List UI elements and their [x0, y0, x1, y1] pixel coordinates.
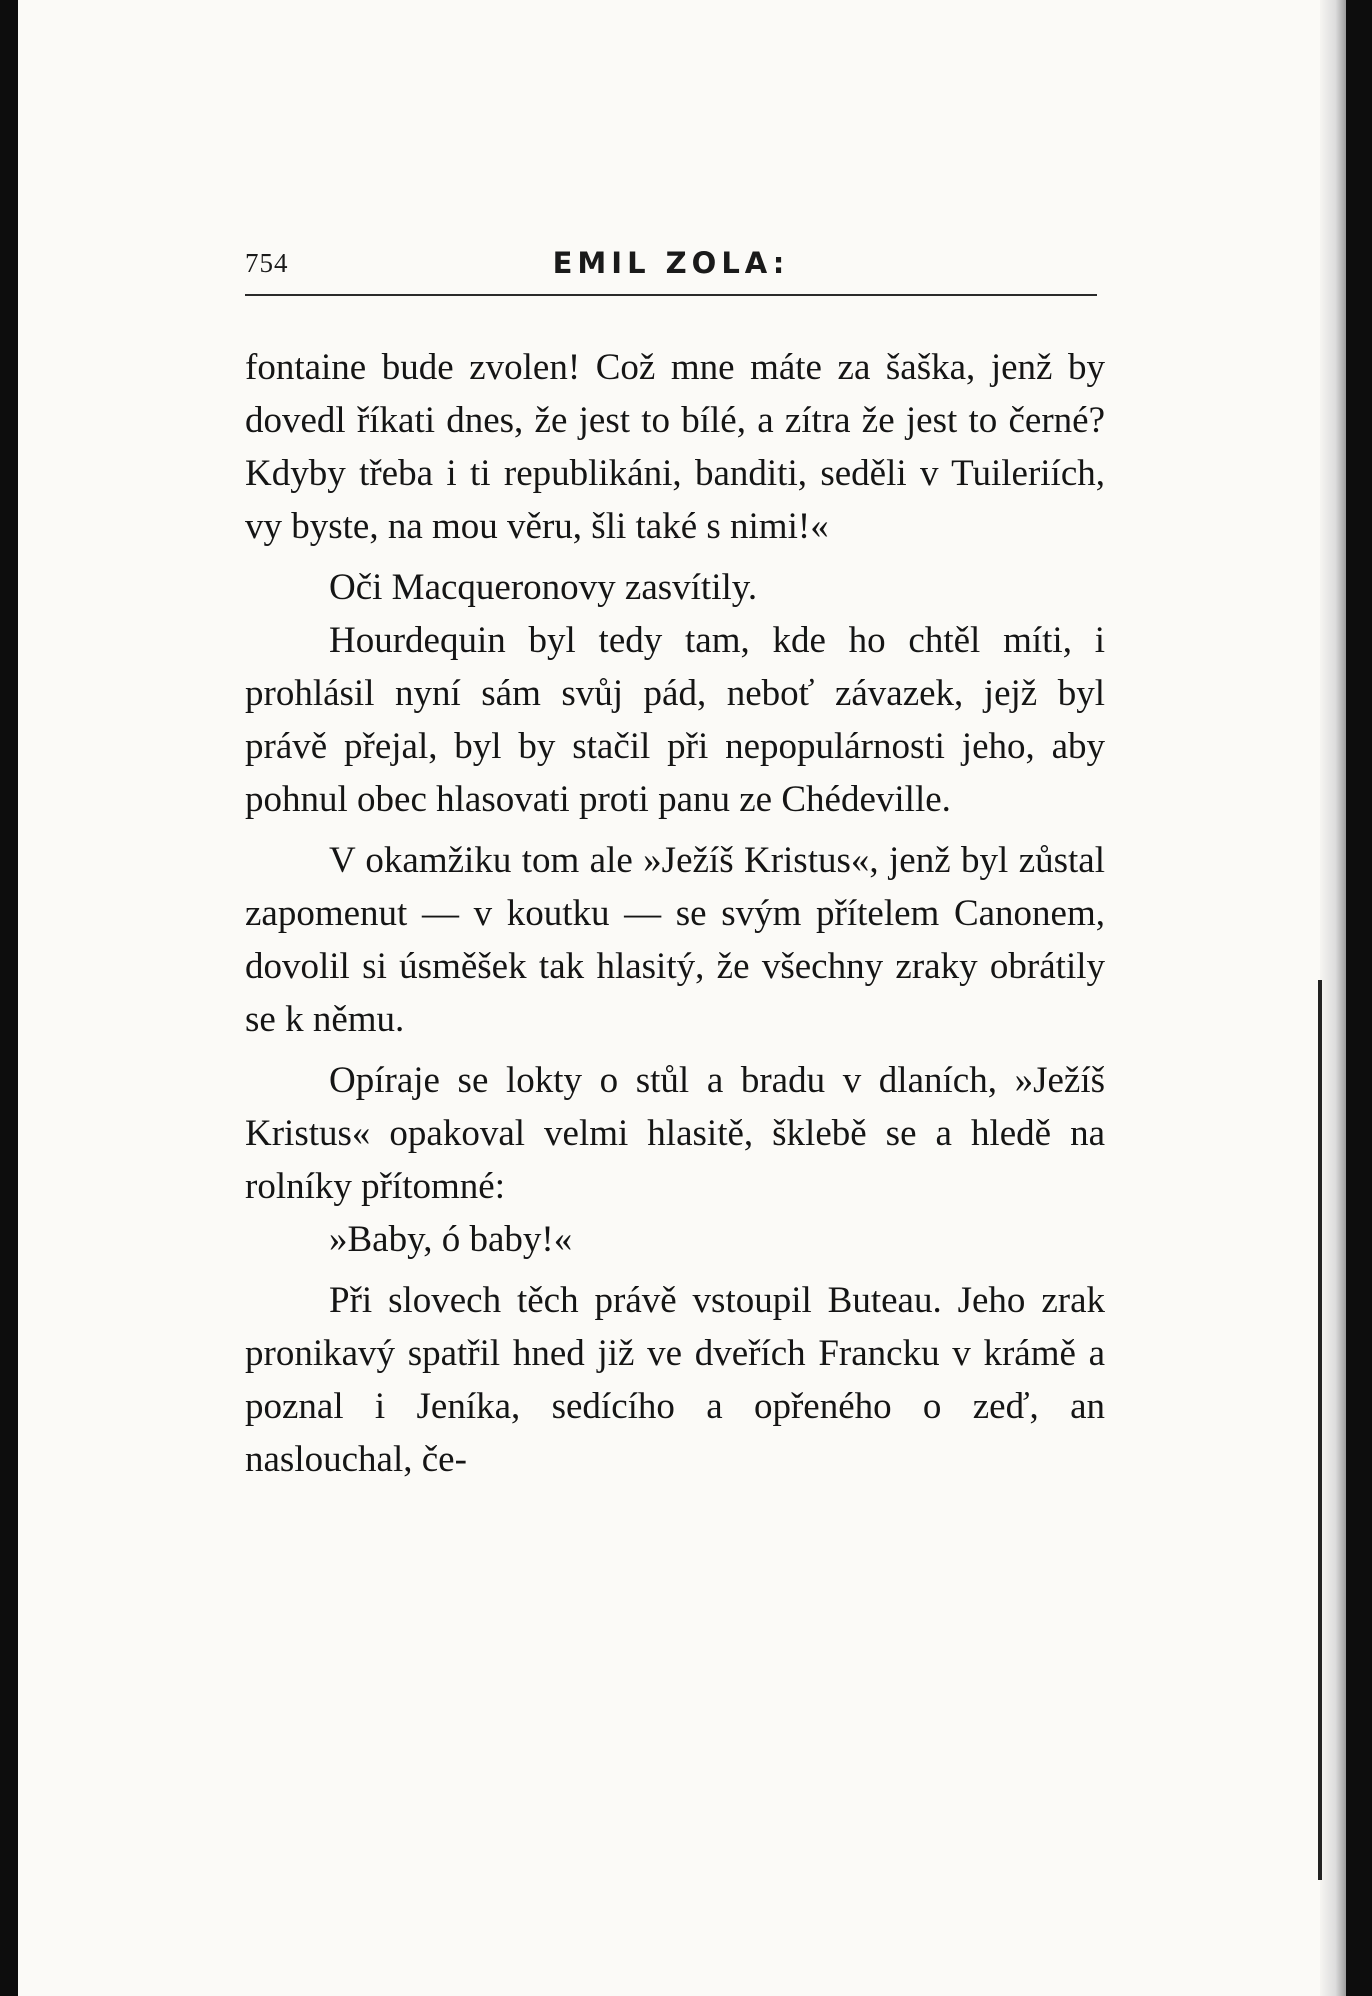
- paragraph-6: »Baby, ó baby!«: [329, 1219, 573, 1260]
- margin-mark: [1318, 980, 1322, 1880]
- book-page: [18, 0, 1346, 1996]
- paragraph-1: fontaine bude zvolen! Což mne máte za šaška, jenž by dovedl říkati dnes, že jest to bílé, a zítra že jest to černé? Kdyby třeba i ti republikáni, banditi, seděli v Tuileriích, vy byste, na mou věru, šli také s nimi!«: [245, 347, 1105, 547]
- paragraph-7: Při slovech těch právě vstoupil Buteau. Jeho zrak pronikavý spatřil hned již ve dveřích Francku v krámě a poznal i Jeníka, sedícího a opřeného o zeď, an naslouchal, če-: [245, 1280, 1105, 1480]
- page-header: [245, 236, 1097, 296]
- paragraph-2: Oči Macqueronovy zasvítily.: [329, 567, 758, 608]
- paragraph-5: Opíraje se lokty o stůl a bradu v dlaních, »Ježíš Kristus« opakoval velmi hlasitě, šklebě se a hledě na rolníky přítomné:: [245, 1060, 1105, 1207]
- paragraph-4: V okamžiku tom ale »Ježíš Kristus«, jenž byl zůstal zapomenut — v koutku — se svým přítelem Canonem, dovolil si úsměšek tak hlasitý, že všechny zraky obrátily se k němu.: [245, 840, 1105, 1040]
- paragraph-3: Hourdequin byl tedy tam, kde ho chtěl míti, i prohlásil nyní sám svůj pád, neboť závazek, jejž byl právě přejal, byl by stačil při nepopulárnosti jeho, aby pohnul obec hlasovati proti panu ze Chédeville.: [245, 620, 1105, 820]
- body-text: [245, 341, 1105, 1486]
- page-edge-shadow: [1320, 0, 1346, 1996]
- running-head: EMIL ZOLA:: [552, 246, 790, 280]
- page-number: 754: [245, 248, 289, 278]
